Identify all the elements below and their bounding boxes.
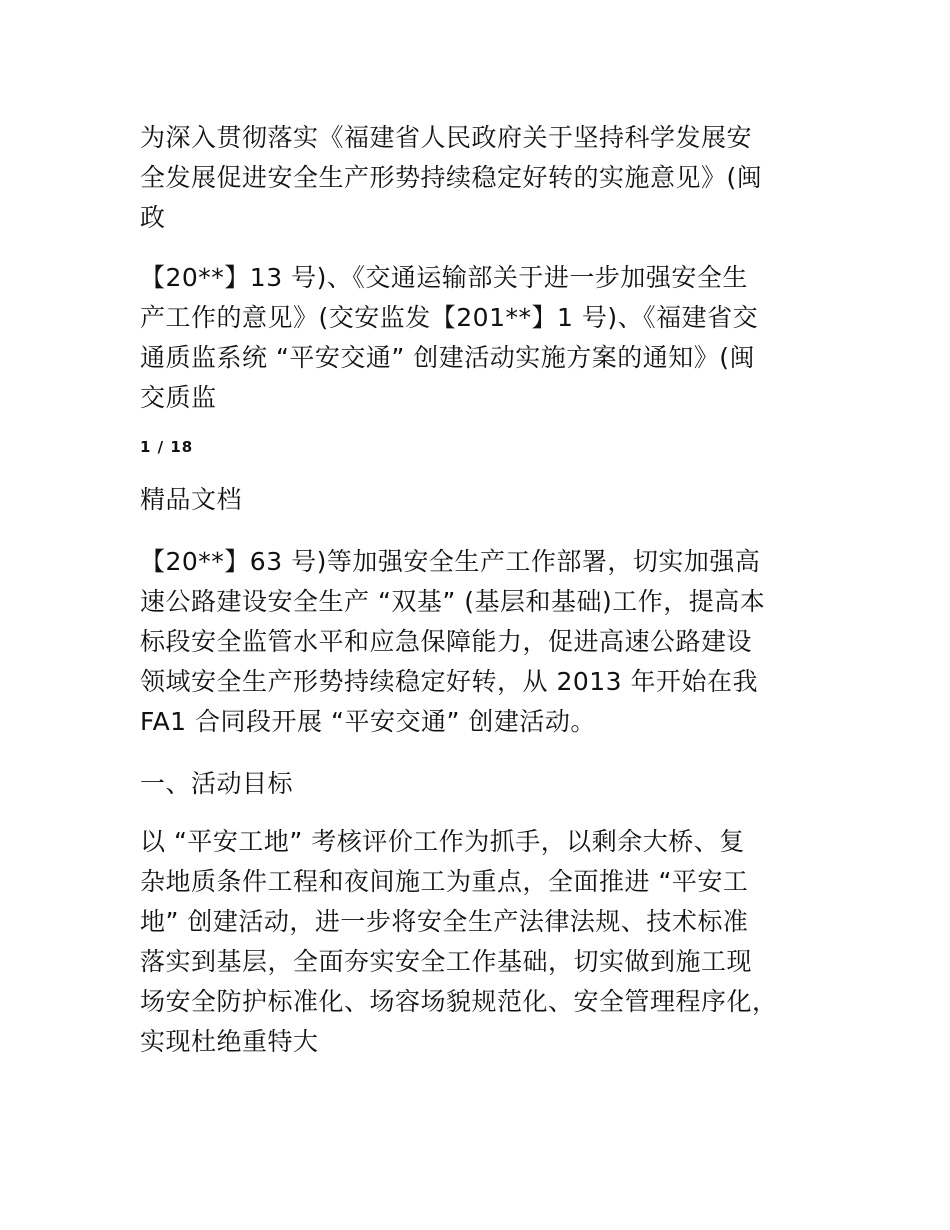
text-line: 杂地质条件工程和夜间施工为重点，全面推进 “平安工 xyxy=(140,867,749,896)
section-heading: 一、活动目标 xyxy=(140,769,294,798)
paragraph-objectives xyxy=(140,822,820,1062)
text-line: 【20**】13 号)、《交通运输部关于进一步加强安全生 xyxy=(140,263,748,292)
text-line: 地” 创建活动，进一步将安全生产法律法规、技术标准 xyxy=(140,907,749,936)
text-line: 政 xyxy=(140,203,166,232)
text-line: 速公路建设安全生产 “双基” (基层和基础)工作，提高本 xyxy=(140,587,766,616)
watermark-heading: 精品文档 xyxy=(140,485,243,514)
text-line: 交质监 xyxy=(140,383,217,412)
text-line: 全发展促进安全生产形势持续稳定好转的实施意见》(闽 xyxy=(140,163,763,192)
page-number: 1 / 18 xyxy=(140,438,194,456)
text-line: 通质监系统 “平安交通” 创建活动实施方案的通知》(闽 xyxy=(140,343,756,372)
text-line: 场安全防护标准化、场容场貌规范化、安全管理程序化， xyxy=(140,987,778,1016)
paragraph-deployment xyxy=(140,542,820,742)
text-line: FA1 合同段开展 “平安交通” 创建活动。 xyxy=(140,707,596,736)
paragraph-intro xyxy=(140,118,820,238)
text-line: 以 “平安工地” 考核评价工作为抓手，以剩余大桥、复 xyxy=(140,827,745,856)
text-line: 产工作的意见》(交安监发【201**】1 号)、《福建省交 xyxy=(140,303,759,332)
text-line: 标段安全监管水平和应急保障能力，促进高速公路建设 xyxy=(140,627,753,656)
text-line: 落实到基层，全面夯实安全工作基础，切实做到施工现 xyxy=(140,947,753,976)
paragraph-references xyxy=(140,258,820,418)
text-line: 【20**】63 号)等加强安全生产工作部署，切实加强高 xyxy=(140,547,761,576)
text-line: 为深入贯彻落实《福建省人民政府关于坚持科学发展安 xyxy=(140,123,753,152)
text-line: 实现杜绝重特大 xyxy=(140,1027,319,1056)
text-line: 领域安全生产形势持续稳定好转，从 2013 年开始在我 xyxy=(140,667,759,696)
